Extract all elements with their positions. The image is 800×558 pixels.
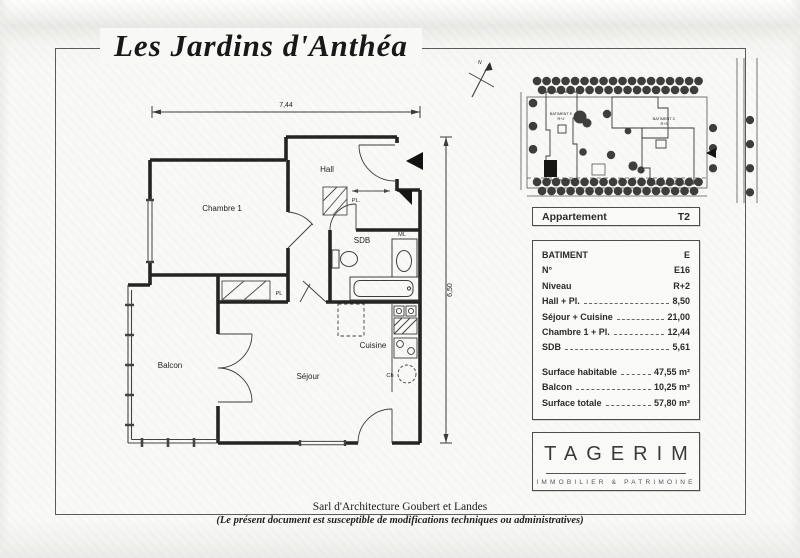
- row-value: 8,50: [672, 296, 690, 307]
- table-row: [542, 281, 690, 296]
- label-pl-sejour: PL: [275, 291, 283, 297]
- row-label: Chambre 1 + Pl.: [542, 326, 610, 337]
- windows: [146, 200, 345, 446]
- row-value: 57,80 m²: [653, 397, 690, 408]
- architect-line: Sarl d'Architecture Goubert et Landes: [303, 501, 498, 513]
- row-value: 21,00: [667, 311, 690, 322]
- row-label: Balcon: [542, 382, 573, 393]
- table-row: [542, 296, 690, 311]
- building-right-label: BATIMENT C: [652, 117, 676, 121]
- row-label: N°: [542, 265, 553, 276]
- doors: [218, 145, 395, 443]
- brand-logo: TAGERIM: [544, 443, 697, 465]
- north-label: N: [478, 60, 482, 66]
- floor-plan: [118, 88, 464, 456]
- table-row: [542, 398, 690, 413]
- building-left-label: BATIMENT E: [549, 112, 573, 116]
- street-lines: [737, 58, 757, 203]
- room-label-balcon: Balcon: [157, 361, 183, 370]
- room-label-chambre: Chambre 1: [202, 204, 242, 213]
- row-label: Surface habitable: [542, 366, 618, 377]
- footer-architect: [0, 501, 800, 513]
- row-value: 10,25 m²: [653, 382, 690, 393]
- site-plan: [460, 55, 762, 205]
- table-row: [542, 265, 690, 280]
- courtyard-trees: [574, 110, 645, 174]
- room-label-cuisine: Cuisine: [359, 341, 387, 350]
- building-right-level: R+3: [660, 122, 668, 126]
- trees: [533, 81, 750, 200]
- site-buildings: [546, 92, 694, 184]
- details-table: [532, 240, 700, 420]
- brand-divider: [546, 473, 686, 474]
- label-pl-hall: PL.: [351, 198, 361, 204]
- entrance-arrow-icon: [406, 152, 423, 170]
- apartment-label: Appartement: [542, 210, 607, 223]
- row-label: Hall + Pl.: [542, 296, 580, 307]
- row-value: E: [683, 250, 690, 260]
- dimension-height-label: 6,50: [447, 283, 454, 297]
- table-row: [542, 367, 690, 382]
- apartment-type-box: [532, 207, 700, 226]
- bathroom-fixtures: [332, 239, 419, 300]
- wall-notch: [397, 190, 412, 205]
- apartment-type-value: T2: [677, 210, 690, 223]
- row-label: Surface totale: [542, 397, 602, 408]
- room-label-sejour: Séjour: [296, 372, 320, 381]
- brand-box: [532, 432, 700, 491]
- row-value: E16: [673, 265, 690, 276]
- row-label: BATIMENT: [542, 250, 588, 260]
- table-row: [542, 312, 690, 327]
- label-ml: ML: [398, 232, 406, 238]
- room-label-sdb: SDB: [353, 236, 371, 245]
- apartment-location-marker: [544, 160, 557, 177]
- table-row: [542, 382, 690, 397]
- dimension-width-label: 7,44: [279, 102, 293, 109]
- page-title: Les Jardins d'Anthéa: [100, 28, 422, 64]
- label-ch: Ch: [386, 373, 394, 379]
- table-row: [542, 250, 690, 265]
- row-value: 5,61: [672, 342, 690, 353]
- brand-tagline: IMMOBILIER & PATRIMOINE: [536, 479, 696, 486]
- walls-exterior: [128, 137, 420, 443]
- table-row: [542, 327, 690, 342]
- building-left-level: R+2: [557, 117, 565, 121]
- table-row: [542, 342, 690, 357]
- room-label-hall: Hall: [320, 165, 334, 174]
- footer-disclaimer: (Le présent document est susceptible de modifications techniques ou administratives): [216, 515, 584, 526]
- row-label: SDB: [542, 342, 562, 353]
- north-arrow-icon: [469, 62, 494, 97]
- row-label: Niveau: [542, 280, 572, 291]
- row-value: 12,44: [667, 326, 690, 337]
- site-path-feature: [592, 164, 605, 175]
- row-value: R+2: [673, 280, 690, 291]
- row-label: Séjour + Cuisine: [542, 311, 613, 322]
- row-value: 47,55 m²: [653, 366, 690, 377]
